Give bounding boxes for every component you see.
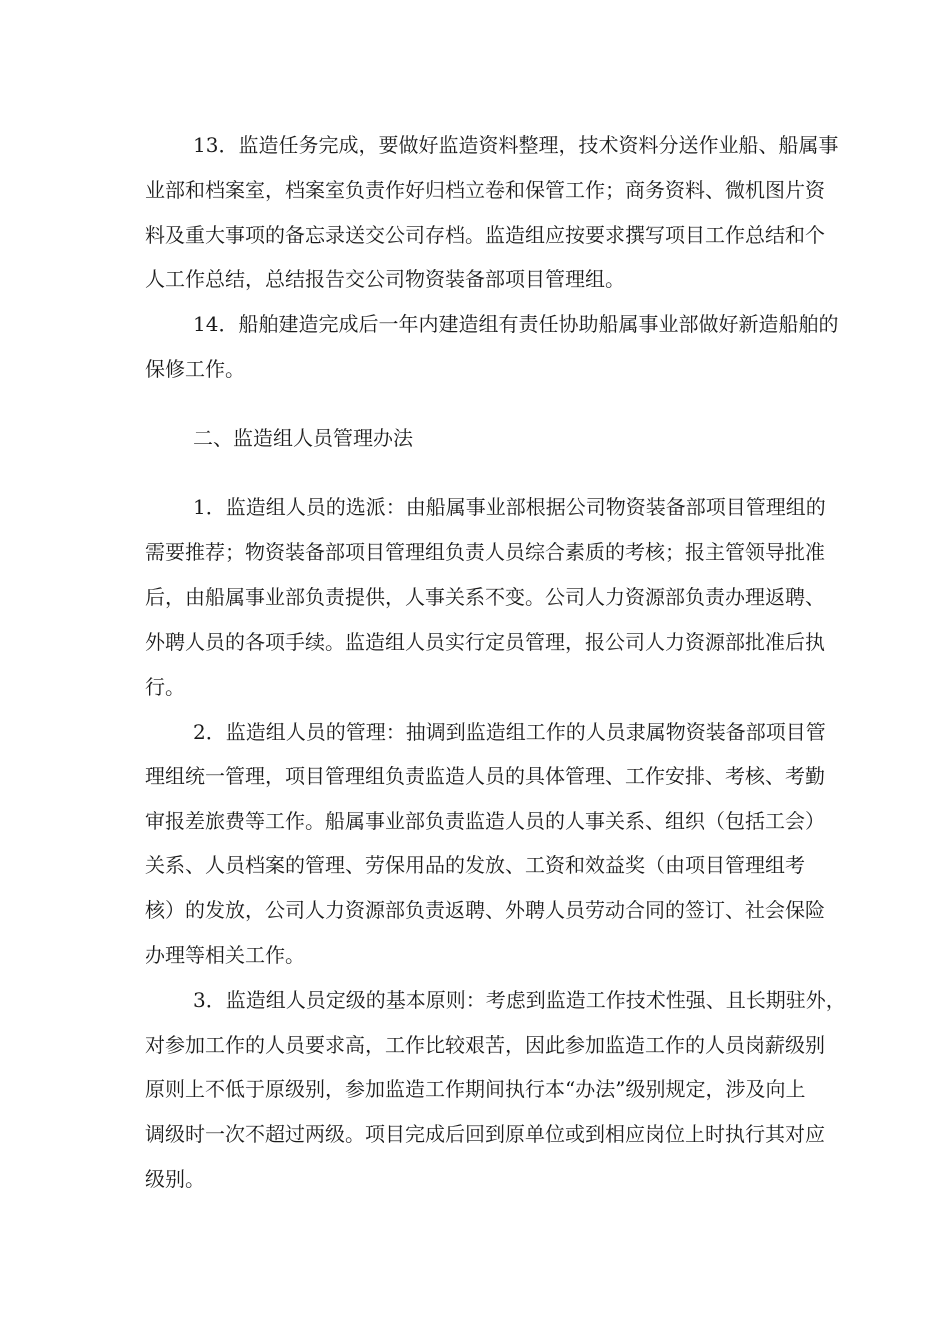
- item2-line2: 理组统一管理，项目管理组负责监造人员的具体管理、工作安排、考核、考勤: [145, 764, 825, 788]
- para13-line1: 13．监造任务完成，要做好监造资料整理，技术资料分送作业船、船属事: [193, 133, 839, 157]
- item2-line1: 2．监造组人员的管理：抽调到监造组工作的人员隶属物资装备部项目管: [193, 720, 826, 744]
- item2-line4: 关系、人员档案的管理、劳保用品的发放、工资和效益奖（由项目管理组考: [145, 853, 805, 877]
- item3-line1: 3．监造组人员定级的基本原则：考虑到监造工作技术性强、且长期驻外，: [193, 988, 846, 1012]
- para14-line2: 保修工作。: [145, 357, 245, 381]
- item1-line5: 行。: [145, 675, 185, 699]
- item2-line6: 办理等相关工作。: [145, 943, 305, 967]
- para13-line3: 料及重大事项的备忘录送交公司存档。监造组应按要求撰写项目工作总结和个: [145, 223, 825, 247]
- item1-line4: 外聘人员的各项手续。监造组人员实行定员管理，报公司人力资源部批准后执: [145, 630, 825, 654]
- item1-line1: 1．监造组人员的选派：由船属事业部根据公司物资装备部项目管理组的: [193, 495, 826, 519]
- item3-line4: 调级时一次不超过两级。项目完成后回到原单位或到相应岗位上时执行其对应: [145, 1122, 825, 1146]
- item3-line5: 级别。: [145, 1167, 205, 1191]
- para13-line4: 人工作总结，总结报告交公司物资装备部项目管理组。: [145, 267, 625, 291]
- item1-line3: 后，由船属事业部负责提供，人事关系不变。公司人力资源部负责办理返聘、: [145, 585, 825, 609]
- item3-line2: 对参加工作的人员要求高，工作比较艰苦，因此参加监造工作的人员岗薪级别: [145, 1033, 825, 1057]
- para14-line1: 14．船舶建造完成后一年内建造组有责任协助船属事业部做好新造船舶的: [193, 312, 839, 336]
- section-heading: 二、监造组人员管理办法: [193, 426, 413, 450]
- item2-line5: 核）的发放，公司人力资源部负责返聘、外聘人员劳动合同的签订、社会保险: [145, 898, 825, 922]
- item3-line3: 原则上不低于原级别，参加监造工作期间执行本“办法”级别规定，涉及向上: [145, 1077, 806, 1101]
- item2-line3: 审报差旅费等工作。船属事业部负责监造人员的人事关系、组织（包括工会）: [145, 809, 825, 833]
- para13-line2: 业部和档案室，档案室负责作好归档立卷和保管工作；商务资料、微机图片资: [145, 178, 825, 202]
- item1-line2: 需要推荐；物资装备部项目管理组负责人员综合素质的考核；报主管领导批准: [145, 540, 825, 564]
